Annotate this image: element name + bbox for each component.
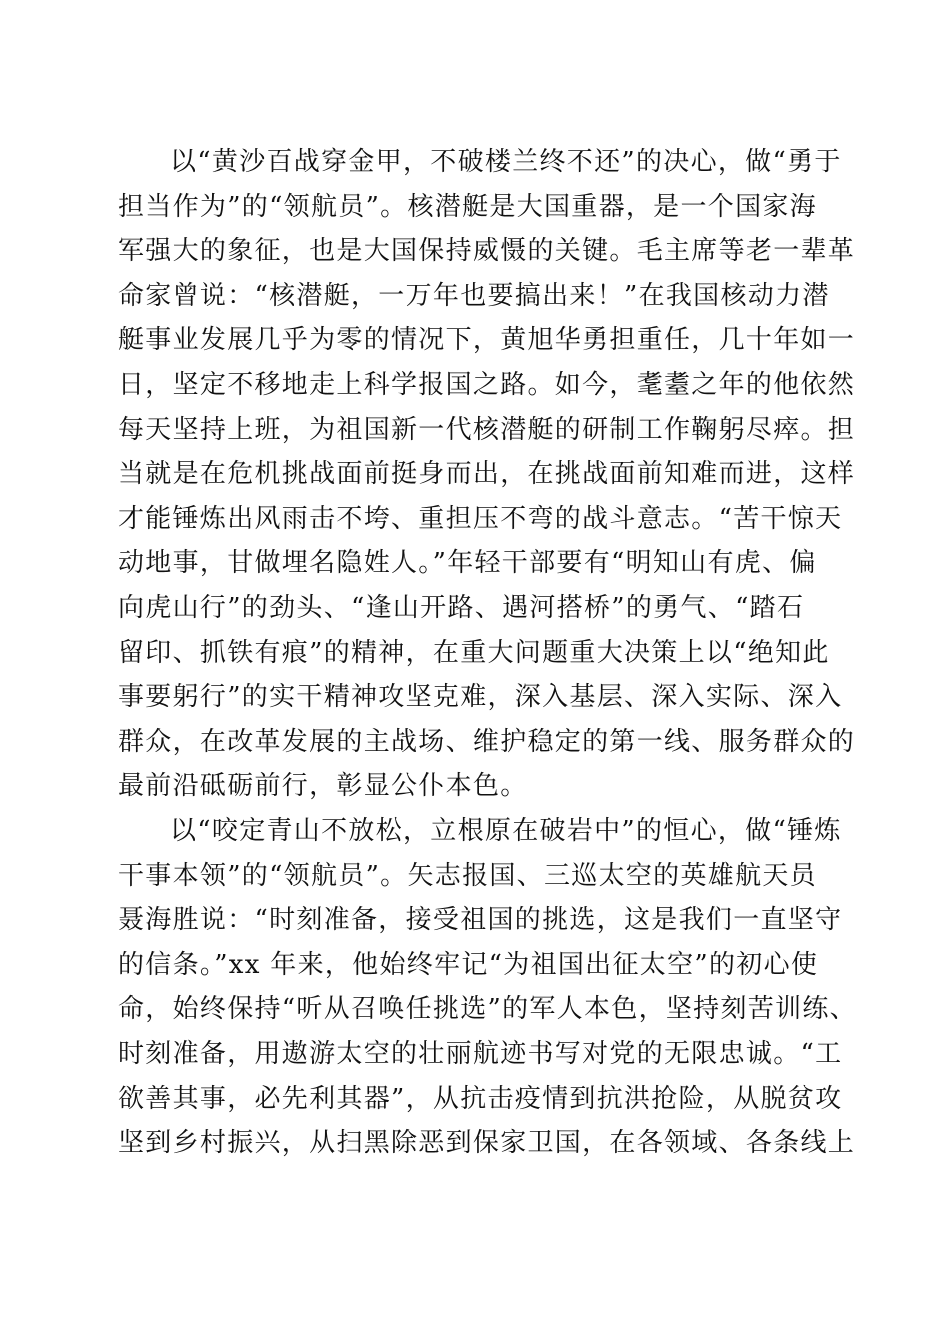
paragraph-2-line-2: 干事本领”的“领航员”。矢志报国、三巡太空的英雄航天员	[118, 861, 817, 891]
paragraph-1-line-15: 最前沿砥砺前行，彰显公仆本色。	[118, 771, 528, 801]
paragraph-2-line-3: 聂海胜说：“时刻准备，接受祖国的挑选，这是我们一直坚守	[118, 905, 843, 935]
paragraph-1-line-14: 群众，在改革发展的主战场、维护稳定的第一线、服务群众的	[118, 727, 856, 757]
paragraph-1-line-5: 艇事业发展几乎为零的情况下，黄旭华勇担重任，几十年如一	[118, 325, 856, 355]
paragraph-1-line-3: 军强大的象征，也是大国保持威慑的关键。毛主席等老一辈革	[118, 236, 856, 266]
paragraph-1-line-6: 日，坚定不移地走上科学报国之路。如今，耄耋之年的他依然	[118, 370, 856, 400]
paragraph-1-line-8: 当就是在危机挑战面前挺身而出，在挑战面前知难而进，这样	[118, 459, 856, 489]
paragraph-1-line-9: 才能锤炼出风雨击不垮、重担压不弯的战斗意志。“苦干惊天	[118, 504, 843, 534]
paragraph-1-line-10: 动地事，甘做埋名隐姓人。”年轻干部要有“明知山有虎、偏	[118, 548, 817, 578]
paragraph-1-line-2: 担当作为”的“领航员”。核潜艇是大国重器，是一个国家海	[118, 192, 817, 222]
paragraph-1-line-4: 命家曾说：“核潜艇，一万年也要搞出来！”在我国核动力潜	[118, 281, 830, 311]
paragraph-2-line-6: 时刻准备，用遨游太空的壮丽航迹书写对党的无限忠诚。“工	[118, 1039, 843, 1069]
paragraph-2-line-8: 坚到乡村振兴，从扫黑除恶到保家卫国，在各领域、各条线上	[118, 1128, 856, 1158]
paragraph-1-line-12: 留印、抓铁有痕”的精神，在重大问题重大决策上以“绝知此	[118, 638, 830, 668]
paragraph-2-line-7: 欲善其事，必先利其器”，从抗击疫情到抗洪抢险，从脱贫攻	[118, 1084, 843, 1114]
paragraph-2-line-1: 以“咬定青山不放松，立根原在破岩中”的恒心，做“锤炼	[170, 816, 842, 846]
paragraph-1-line-13: 事要躬行”的实干精神攻坚克难，深入基层、深入实际、深入	[118, 682, 843, 712]
paragraph-1-line-11: 向虎山行”的劲头、“逢山开路、遇河搭桥”的勇气、“踏石	[118, 593, 805, 623]
paragraph-1-line-7: 每天坚持上班，为祖国新一代核潜艇的研制工作鞠躬尽瘁。担	[118, 415, 856, 445]
paragraph-1-line-1: 以“黄沙百战穿金甲，不破楼兰终不还”的决心，做“勇于	[170, 147, 842, 177]
paragraph-2-line-4: 的信条。”xx 年来，他始终牢记“为祖国出征太空”的初心使	[118, 950, 819, 980]
paragraph-2-line-5: 命，始终保持“听从召唤任挑选”的军人本色，坚持刻苦训练、	[118, 994, 857, 1024]
